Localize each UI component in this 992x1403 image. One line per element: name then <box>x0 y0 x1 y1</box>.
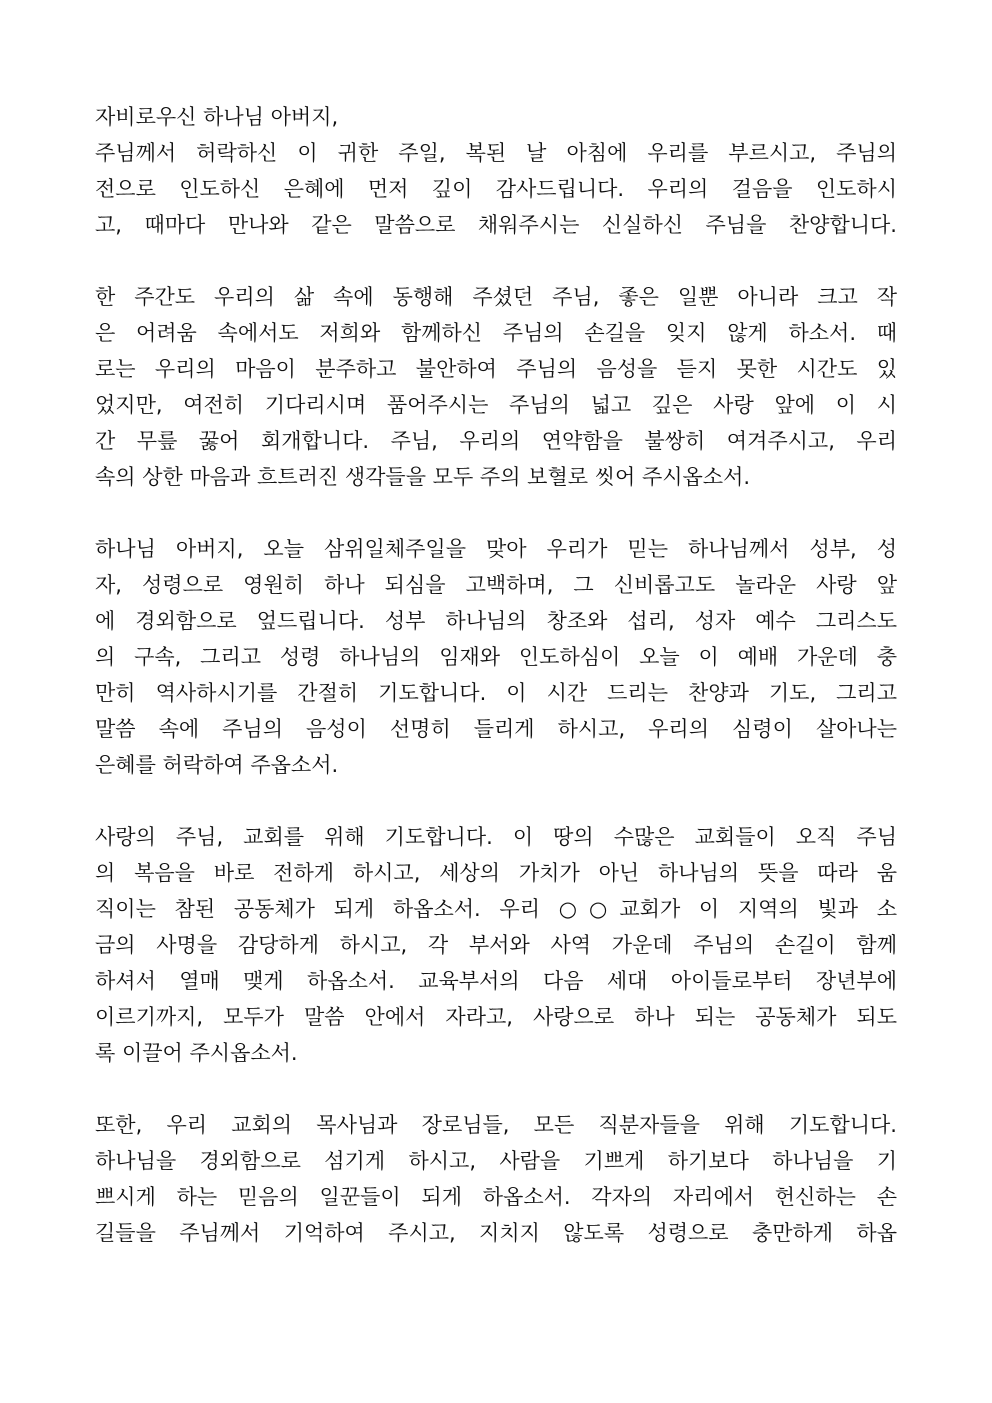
paragraph <box>95 99 897 243</box>
paragraph-spacer <box>95 495 897 531</box>
text-line: 사랑의 주님, 교회를 위해 기도합니다. 이 땅의 수많은 교회들이 오직 주님 <box>95 825 897 849</box>
paragraph-spacer <box>95 1071 897 1107</box>
text-line: 의 복음을 바로 전하게 하시고, 세상의 가치가 아닌 하나님의 뜻을 따라 움 <box>95 861 897 885</box>
text-line: 쁘시게 하는 믿음의 일꾼들이 되게 하옵소서. 각자의 자리에서 헌신하는 손 <box>95 1185 897 1209</box>
paragraph <box>95 1107 897 1251</box>
text-line: 주님께서 허락하신 이 귀한 주일, 복된 날 아침에 우리를 부르시고, 주님의 <box>95 141 897 165</box>
text-line: 자비로우신 하나님 아버지, <box>95 105 339 129</box>
text-line: 의 구속, 그리고 성령 하나님의 임재와 인도하심이 오늘 이 예배 가운데 충 <box>95 645 897 669</box>
text-line: 한 주간도 우리의 삶 속에 동행해 주셨던 주님, 좋은 일뿐 아니라 크고 작 <box>95 285 897 309</box>
text-line: 전으로 인도하신 은혜에 먼저 깊이 감사드립니다. 우리의 걸음을 인도하시 <box>95 177 897 201</box>
text-line: 고, 때마다 만나와 같은 말씀으로 채워주시는 신실하신 주님을 찬양합니다. <box>95 213 897 237</box>
text-line: 하나님 아버지, 오늘 삼위일체주일을 맞아 우리가 믿는 하나님께서 성부, 성 <box>95 537 897 561</box>
paragraph <box>95 819 897 1071</box>
text-line: 이르기까지, 모두가 말씀 안에서 자라고, 사랑으로 하나 되는 공동체가 되도 <box>95 1005 897 1029</box>
prayer-text-body <box>95 99 897 1251</box>
text-line: 속의 상한 마음과 흐트러진 생각들을 모두 주의 보혈로 씻어 주시옵소서. <box>95 465 751 489</box>
text-line: 금의 사명을 감당하게 하시고, 각 부서와 사역 가운데 주님의 손길이 함께 <box>95 933 897 957</box>
text-line: 또한, 우리 교회의 목사님과 장로님들, 모든 직분자들을 위해 기도합니다. <box>95 1113 897 1137</box>
text-line: 말씀 속에 주님의 음성이 선명히 들리게 하시고, 우리의 심령이 살아나는 <box>95 717 897 741</box>
text-line: 었지만, 여전히 기다리시며 품어주시는 주님의 넓고 깊은 사랑 앞에 이 시 <box>95 393 897 417</box>
text-line: 에 경외함으로 엎드립니다. 성부 하나님의 창조와 섭리, 성자 예수 그리스도 <box>95 609 897 633</box>
text-line: 직이는 참된 공동체가 되게 하옵소서. 우리 ○○교회가 이 지역의 빛과 소 <box>95 897 897 921</box>
text-line: 만히 역사하시기를 간절히 기도합니다. 이 시간 드리는 찬양과 기도, 그리고 <box>95 681 897 705</box>
text-line: 길들을 주님께서 기억하여 주시고, 지치지 않도록 성령으로 충만하게 하옵 <box>95 1221 897 1245</box>
text-line: 로는 우리의 마음이 분주하고 불안하여 주님의 음성을 듣지 못한 시간도 있 <box>95 357 897 381</box>
text-line: 은혜를 허락하여 주옵소서. <box>95 753 339 777</box>
text-line: 은 어려움 속에서도 저희와 함께하신 주님의 손길을 잊지 않게 하소서. 때 <box>95 321 897 345</box>
paragraph <box>95 279 897 495</box>
paragraph <box>95 531 897 783</box>
text-line: 하셔서 열매 맺게 하옵소서. 교육부서의 다음 세대 아이들로부터 장년부에 <box>95 969 897 993</box>
paragraph-spacer <box>95 783 897 819</box>
paragraph-spacer <box>95 243 897 279</box>
text-line: 간 무릎 꿇어 회개합니다. 주님, 우리의 연약함을 불쌍히 여겨주시고, 우리 <box>95 429 897 453</box>
text-line: 자, 성령으로 영원히 하나 되심을 고백하며, 그 신비롭고도 놀라운 사랑 앞 <box>95 573 897 597</box>
text-line: 록 이끌어 주시옵소서. <box>95 1041 298 1065</box>
text-line: 하나님을 경외함으로 섬기게 하시고, 사람을 기쁘게 하기보다 하나님을 기 <box>95 1149 897 1173</box>
